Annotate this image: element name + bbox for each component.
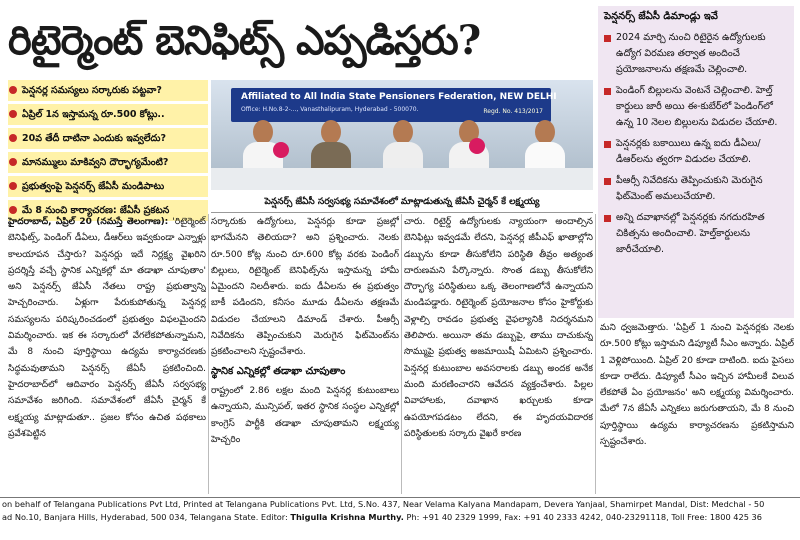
highlight-item: ఏప్రిల్ 1న ఇస్తామన్న రూ.500 కోట్లు.. [8, 104, 208, 125]
article-column-3 [404, 214, 593, 494]
print-line-footer [0, 497, 800, 540]
flower-bouquet-icon [469, 138, 485, 154]
editor-name: Thigulla Krishna Murthy. [290, 512, 404, 522]
square-bullet-icon [604, 178, 611, 185]
news-photo [211, 80, 593, 190]
square-bullet-icon [604, 35, 611, 42]
dais-table [211, 168, 593, 190]
column-divider [208, 214, 209, 494]
banner-title: Affiliated to All India State Pensioners Federation, NEW DELHI [241, 92, 557, 102]
flower-bouquet-icon [273, 142, 289, 158]
article-subheading: స్థానిక ఎన్నికల్లో తడాఖా చూపుతాం [211, 365, 346, 377]
bullet-dot-icon [9, 86, 17, 94]
banner-registration: Regd. No. 413/2017 [483, 108, 543, 115]
dateline: హైదరాబాద్, ఏప్రిల్ 20 (నమస్తే తెలంగాణ): [8, 217, 169, 227]
highlight-item: మే 8 నుంచి కార్యాచరణ: జేఏసీ ప్రకటన [8, 200, 208, 221]
demand-item: 2024 మార్చి నుంచి రిటైరైన ఉద్యోగులకు ఉద్యోగ విరమణ తర్వాత అందించే ప్రయోజనాలను తక్షణమే చెల్లించాలి. [598, 28, 794, 81]
column-divider [595, 214, 596, 494]
headline: రిటైర్మెంట్ బెనిఫిట్స్ ఎప్పడిస్తరు? [8, 17, 481, 64]
banner-address: Office: H.No.8-2-..., Vanasthalipuram, Hyderabad - 500070. [241, 106, 419, 113]
article-column-1 [8, 214, 206, 494]
column-divider [401, 214, 402, 494]
article-text: మని ధ్వజమెత్తారు. 'ఏప్రిల్ 1 నుంచి పెన్షనర్లకు నెలకు రూ.500 కోట్లు ఇస్తామని డిప్యూటీ సీఎం అన్నారు. ఏప్రిల్ 1 వెళ్లిపోయింది. ఏప్రిల్ 20 కూడా దాటింది. ఐదు పైసలు కూడా రాలేదు. డిప్యూటీ సీఎం ఇచ్చిన హామీలకే విలువ లేకపోతే ఏం ప్రయోజనం' అని లక్ష్మయ్య విమర్శించారు. మేలో 7న జేఏసీ ఎన్నికలు జరుగుతాయని, మే 8 నుంచి పూర్తిస్థాయి ఉద్యమ కార్యాచరణను ప్రకటిస్తామని స్పష్టంచేశారు. [600, 323, 794, 448]
bullet-dot-icon [9, 206, 17, 214]
demand-item: అన్ని దవాఖానల్లో పెన్షనర్లకు నగదురహిత చికిత్సను అందించాలి. హెల్త్‌కార్డులను జారీచేయాలి. [598, 208, 794, 261]
highlights-list [8, 80, 208, 224]
photo-caption: పెన్షనర్స్ జేఏసీ సర్వసభ్య సమావేశంలో మాట్లాడుతున్న జేఏసీ చైర్మన్ కే లక్ష్మయ్య [211, 192, 593, 213]
demands-box [598, 6, 794, 318]
square-bullet-icon [604, 88, 611, 95]
article-text: సర్కారుకు ఉద్యోగులు, పెన్షనర్లు కూడా ప్రజల్లో భాగమేనని తెలియదా? అని ప్రశ్నించారు. నెలకు రూ.500 కోట్ల నుంచి రూ.600 కోట్ల వరకు పెండింగ్ బిల్లులు, రిటైర్మెంట్ బెనిఫిట్స్‌ను ఇస్తామన్న హామీ ఏమైందని నిలదీశారు. ఐదు డీఏలను ఈ ప్రభుత్వం బాకీ పడిందని, కనీసం మూడు డీఏలను తక్షణమే విడుదల చేయాలని డిమాండ్ చేశారు. పీఆర్సీ నివేదికను తెప్పించుకుని మెరుగైన ఫిట్‌మెంట్‌ను ప్రకటించాలని స్పష్టంచేశారు. [211, 217, 399, 358]
bullet-dot-icon [9, 110, 17, 118]
federation-banner [231, 88, 557, 122]
footer-line-2: ad No.10, Banjara Hills, Hyderabad, 500 034, Telangana State. Editor: Thigulla Krishna Murthy. Ph: +91 40 2329 1999, Fax: +91 40 2333 4242, 040-23291118, Toll Free: 1800 425 36 [2, 512, 762, 522]
demands-box-title: పెన్షనర్స్ జేఏసీ డిమాండ్లు ఇవే [604, 11, 718, 22]
highlight-item: పెన్షనర్ల సమస్యలు సర్కారుకు పట్టవా? [8, 80, 208, 101]
article-text: చారు. రిటైర్డ్ ఉద్యోగులకు న్యాయంగా అందాల్సిన బెనిఫిట్లు ఇవ్వడమే లేదని, పెన్షనర్ల జీపీఎఫ్ ఖాతాల్లోని డబ్బును కూడా తీసుకోలేని పరిస్థితి తీవ్రం అత్యంత దారుణమని పేర్కొన్నారు. సొంత డబ్బు తీసుకోలేని దౌర్భాగ్య పరిస్థితులు ఒక్క తెలంగాణలోనే ఉన్నాయని మండిపడ్డారు. రిటైర్మెంట్ ప్రయోజనాల కోసం హైకోర్టుకు వెళ్లాల్సి రావడం ప్రభుత్వ వైఫల్యానికి నిదర్శనమని తెలిపారు. అయినా తమ డబ్బుపై, తాము దాచుకున్న సొమ్ముపై ప్రభుత్వ అజమాయిషీ ఏమిటని ప్రశ్నించారు. పెన్షనర్ల కుటుంబాల అవసరాలకు డబ్బు అందక అనేక మంది మరణించారని ఆవేదన వ్యక్తంచేశారు. పిల్లల వివాహాలకు, దవాఖాన ఖర్చులకు కూడా ఉపయోగపడటం లేదని, ఈ హృదయవిదారక పరిస్థితులకు సర్కారు వైఖరే కారణ [404, 217, 593, 439]
article-text: 'రిటైర్మెంట్ బెనిఫిట్స్, పెండింగ్ డీఏలు, డీఆర్‌లు ఇవ్వకుండా ఎన్నాళ్లు కాలయాపన చేస్తారు? పెన్షనర్లు ఇదే నిర్లక్ష్య వైఖరిని ప్రదర్శిస్తే వచ్చే స్థానిక ఎన్నికల్లో మా తడాఖా చూపుతాం' అని పెన్షనర్స్ జేఏసీ నేతలు రాష్ట్ర ప్రభుత్వాన్ని హెచ్చరించారు. ఏళ్లుగా పేరుకుపోతున్న పెన్షనర్ల సమస్యలను పరిష్కరించడంలో ప్రభుత్వం విఫలమైందని విమర్శించారు. ఇక ఈ సర్కారులో వేగలేకపోతున్నామని, మే 8 నుంచి పూర్తిస్థాయి ఉద్యమ కార్యాచరణకు సిద్ధమవుతామని పెన్షనర్స్ జేఏసీ ప్రకటించింది. హైదరాబాద్‌లో ఆదివారం పెన్షనర్స్ జేఏసీ సర్వసభ్య సమావేశం జరిగింది. సమావేశంలో జేఏసీ చైర్మన్ కే లక్ష్మయ్య మాట్లాడుతూ.. ప్రజల కోసం ఉచిత పథకాలు ప్రవేశపెట్టిన [8, 217, 206, 439]
bullet-dot-icon [9, 134, 17, 142]
highlight-item: 20వ తేదీ దాటినా ఎందుకు ఇవ్వలేదు? [8, 128, 208, 149]
demand-item: పెన్షనర్లకు బకాయిలు ఉన్న ఐదు డీఏలు/డీఆర్‌లను త్వరగా విడుదల చేయాలి. [598, 134, 794, 171]
footer-line-1: on behalf of Telangana Publications Pvt Ltd, Printed at Telangana Publications Pvt. Ltd, S.No. 437, Near Velama Kalyana Mandapam, Devera Yanjaal, Shamirpet Mandal, Dist: Medchal - 50 [2, 499, 765, 509]
highlight-item: ప్రభుత్వంపై పెన్షనర్స్ జేఏసీ మండిపాటు [8, 176, 208, 197]
demand-item: పీఆర్సీ నివేదికను తెప్పించుకుని మెరుగైన ఫిట్‌మెంట్ అమలుచేయాలి. [598, 171, 794, 208]
demand-item: పెండింగ్ బిల్లులను వెంటనే చెల్లించాలి. హెల్త్ కార్డులు జారీ అయి ఈ-కుబేర్‌లో పెండింగ్‌లో ఉన్న 10 నెలల బిల్లులను విడుదల చేయాలి. [598, 81, 794, 134]
bullet-dot-icon [9, 158, 17, 166]
square-bullet-icon [604, 215, 611, 222]
article-column-2 [211, 214, 399, 494]
bullet-dot-icon [9, 182, 17, 190]
article-column-4 [600, 320, 794, 494]
highlight-item: మానమ్ములు మాకివ్వని దౌర్భాగ్యమేంటి? [8, 152, 208, 173]
article-text: రాష్ట్రంలో 2.86 లక్షల మంది పెన్షనర్ల కుటుంబాలు ఉన్నాయని, మున్సిపల్, ఇతర స్థానిక సంస్థల ఎన్నికల్లో కాంగ్రెస్ పార్టీకి తడాఖా చూపుతామని లక్ష్మయ్య హెచ్చరిం [211, 385, 399, 445]
square-bullet-icon [604, 141, 611, 148]
